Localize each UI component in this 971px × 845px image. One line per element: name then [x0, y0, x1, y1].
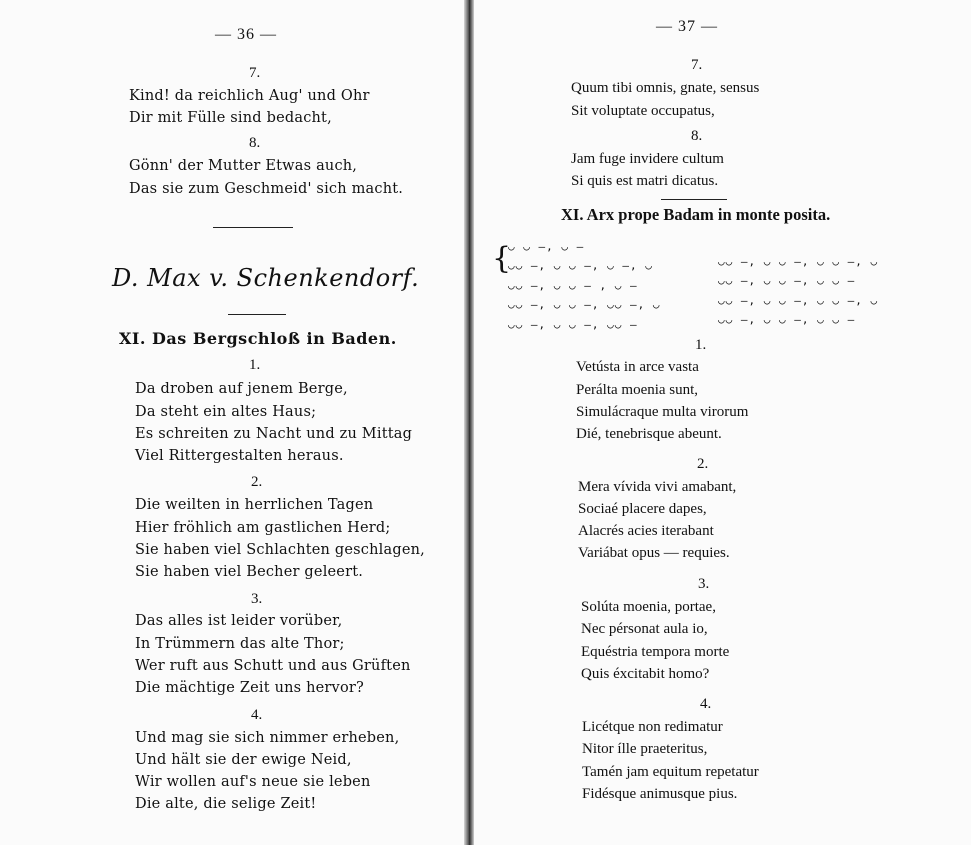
page-number-left: — 36 —	[215, 26, 277, 43]
brace-icon: {	[492, 241, 512, 276]
verse-line: Nec pérsonat aula io,	[581, 621, 708, 637]
verse-line: Perálta moenia sunt,	[576, 382, 699, 398]
verse-line: Wir wollen auf's neue sie leben	[135, 774, 371, 790]
verse-line: Und hält sie der ewige Neid,	[135, 752, 352, 768]
metre-row: ◡◡ —, ◡ ◡ — , ◡ —	[508, 279, 638, 292]
verse-line: Variábat opus — requies.	[578, 545, 730, 561]
stanza-number: 4.	[251, 707, 263, 723]
section-divider	[661, 199, 727, 200]
verse-line: Tamén jam equitum repetatur	[582, 764, 759, 780]
verse-line: Simulácraque multa virorum	[576, 404, 749, 420]
title-divider	[228, 314, 286, 315]
stanza-number: 8.	[249, 135, 261, 151]
page-number-right: — 37 —	[656, 18, 718, 35]
verse-line: Alacrés acies iterabant	[578, 523, 714, 539]
verse-line: Jam fuge invidere cultum	[571, 151, 724, 167]
verse-line: Equéstria tempora morte	[581, 644, 730, 660]
verse-line: Da droben auf jenem Berge,	[135, 381, 348, 397]
verse-line: Sit voluptate occupatus,	[571, 103, 715, 119]
verse-line: Sociaé placere dapes,	[578, 501, 707, 517]
verse-line: In Trümmern das alte Thor;	[135, 636, 345, 652]
metre-row: ◡ ◡ —, ◡ —	[508, 240, 585, 253]
metre-row: ◡◡ —, ◡ ◡ —, ◡ ◡ —	[718, 274, 856, 287]
verse-line: Kind! da reichlich Aug' und Ohr	[129, 88, 370, 104]
verse-line: Licétque non redimatur	[582, 719, 723, 735]
verse-line: Die weilten in herrlichen Tagen	[135, 497, 374, 513]
stanza-number: 7.	[249, 65, 261, 81]
verse-line: Sie haben viel Becher geleert.	[135, 564, 364, 580]
verse-line: Fidésque animusque pius.	[582, 786, 738, 802]
verse-line: Dir mit Fülle sind bedacht,	[129, 110, 332, 126]
verse-line: Das sie zum Geschmeid' sich macht.	[129, 181, 404, 197]
verse-line: Da steht ein altes Haus;	[135, 404, 317, 420]
verse-line: Die mächtige Zeit uns hervor?	[135, 680, 364, 696]
section-divider	[213, 227, 293, 228]
stanza-number: 7.	[691, 57, 703, 73]
metre-row: ◡◡ —, ◡ ◡ —, ◡ ◡ —	[718, 313, 856, 326]
right-page	[474, 0, 971, 845]
verse-line: Mera vívida vivi amabant,	[578, 479, 737, 495]
verse-line: Das alles ist leider vorüber,	[135, 613, 343, 629]
metre-row: ◡◡ —, ◡ ◡ —, ◡ —, ◡	[508, 259, 653, 272]
verse-line: Si quis est matri dicatus.	[571, 173, 719, 189]
verse-line: Hier fröhlich am gastlichen Herd;	[135, 520, 391, 536]
verse-line: Viel Rittergestalten heraus.	[135, 448, 344, 464]
verse-line: Vetústa in arce vasta	[576, 359, 699, 375]
metre-row: ◡◡ —, ◡ ◡ —, ◡◡ —, ◡	[508, 298, 661, 311]
metre-row: ◡◡ —, ◡ ◡ —, ◡◡ —	[508, 318, 638, 331]
poem-title: XI. Das Bergschloß in Baden.	[119, 329, 397, 348]
verse-line: Solúta moenia, portae,	[581, 599, 716, 615]
metre-row: ◡◡ —, ◡ ◡ —, ◡ ◡ —, ◡	[718, 294, 879, 307]
book-spine	[464, 0, 474, 845]
stanza-number: 2.	[697, 456, 709, 472]
stanza-number: 3.	[251, 591, 263, 607]
verse-line: Die alte, die selige Zeit!	[135, 796, 317, 812]
stanza-number: 1.	[249, 357, 261, 373]
verse-line: Dié, tenebrisque abeunt.	[576, 426, 722, 442]
verse-line: Quum tibi omnis, gnate, sensus	[571, 80, 760, 96]
left-page	[0, 0, 466, 845]
stanza-number: 8.	[691, 128, 703, 144]
verse-line: Quis éxcitabit homo?	[581, 666, 710, 682]
verse-line: Und mag sie sich nimmer erheben,	[135, 730, 400, 746]
poem-title: XI. Arx prope Badam in monte posita.	[561, 205, 831, 224]
verse-line: Nitor ílle praeteritus,	[582, 741, 708, 757]
stanza-number: 1.	[695, 337, 707, 353]
stanza-number: 2.	[251, 474, 263, 490]
metre-row: ◡◡ —, ◡ ◡ —, ◡ ◡ —, ◡	[718, 255, 879, 268]
verse-line: Es schreiten zu Nacht und zu Mittag	[135, 426, 413, 442]
stanza-number: 3.	[698, 576, 710, 592]
verse-line: Wer ruft aus Schutt und aus Grüften	[135, 658, 411, 674]
verse-line: Sie haben viel Schlachten geschlagen,	[135, 542, 425, 558]
author-heading: D. Max v. Schenkendorf.	[112, 264, 420, 292]
stanza-number: 4.	[700, 696, 712, 712]
verse-line: Gönn' der Mutter Etwas auch,	[129, 158, 358, 174]
